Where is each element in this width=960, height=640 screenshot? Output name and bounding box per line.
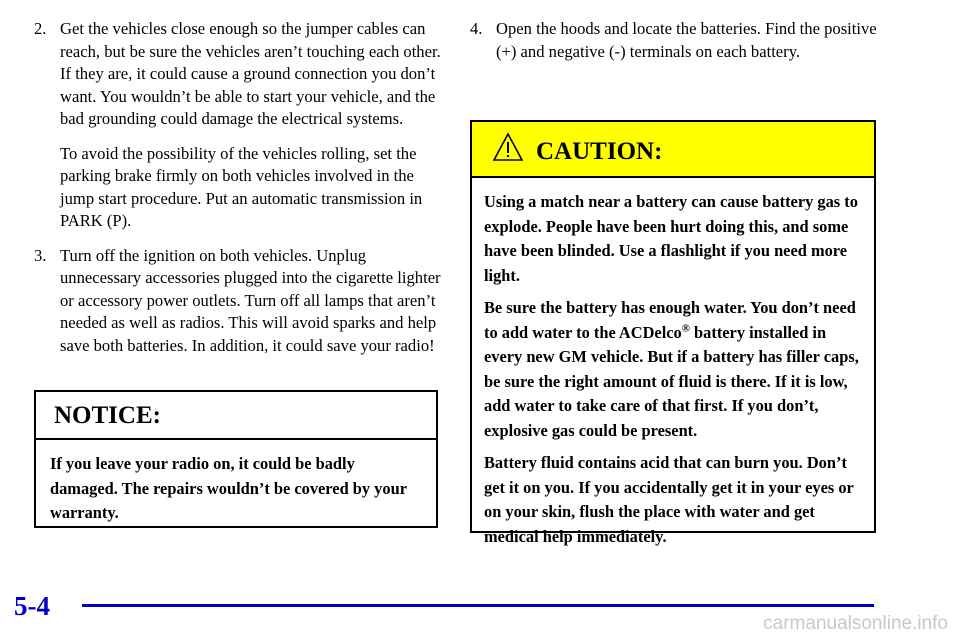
notice-title: NOTICE:	[36, 392, 436, 440]
notice-box	[34, 390, 438, 528]
step-4-number: 4.	[470, 19, 483, 38]
notice-body: If you leave your radio on, it could be badly damaged. The repairs wouldn’t be covered by your warranty.	[50, 454, 407, 522]
caution-paragraph-2	[484, 296, 862, 443]
page-number: 5-4	[14, 591, 50, 621]
step-4	[470, 18, 880, 63]
footer-rule	[82, 604, 874, 607]
step-2	[34, 18, 444, 131]
caution-header	[472, 122, 874, 178]
caution-title: CAUTION:	[536, 138, 663, 165]
right-column	[470, 18, 880, 63]
caution-paragraph-2-end: battery installed in every new GM vehicle. But if a battery has filler caps, be sure the right amount of fluid is there. If it is low, add water to take care of that first. If you don’t, explosive gas could be present.	[484, 322, 859, 440]
step-2-text: Get the vehicles close enough so the jumper cables can reach, but be sure the vehicles aren’t touching each other. If they are, it could cause a ground connection you don’t want. You wouldn’t be able to start your vehicle, and the bad grounding could damage the electrical systems.	[60, 19, 441, 128]
caution-paragraph-2-start: Be sure the battery has enough water. You don’t need to add water to the ACDelco	[484, 298, 856, 342]
step-2-number: 2.	[34, 19, 47, 38]
watermark-link[interactable]: carmanualsonline.info	[763, 613, 948, 634]
step-4-text: Open the hoods and locate the batteries. Find the positive (+) and negative (-) terminals on each battery.	[496, 19, 877, 61]
step-3-text: Turn off the ignition on both vehicles. Unplug unnecessary accessories plugged into the cigarette lighter or accessory power outlets. Turn off all lamps that aren’t needed as well as radios. This will avoid sparks and help save both batteries. In addition, it could save your radio!	[60, 245, 441, 355]
step-3-number: 3.	[34, 245, 47, 265]
caution-paragraph-1: Using a match near a battery can cause battery gas to explode. People have been hurt doing this, and some have been blinded. Use a flashlight if you need more light.	[484, 192, 858, 285]
warning-triangle-icon	[492, 132, 524, 162]
caution-body	[472, 178, 874, 549]
caution-paragraph-3: Battery fluid contains acid that can burn you. Don’t get it on you. If you accidentally get it in your eyes or on your skin, flush the place with water and get medical help immediately.	[484, 453, 854, 546]
left-column	[34, 18, 444, 357]
registered-mark: ®	[681, 322, 690, 335]
step-2-sub-paragraph: To avoid the possibility of the vehicles rolling, set the parking brake firmly on both vehicles involved in the jump start procedure. Put an automatic transmission in PARK (P).	[60, 143, 423, 230]
step-3	[34, 245, 444, 358]
caution-box	[470, 120, 876, 546]
